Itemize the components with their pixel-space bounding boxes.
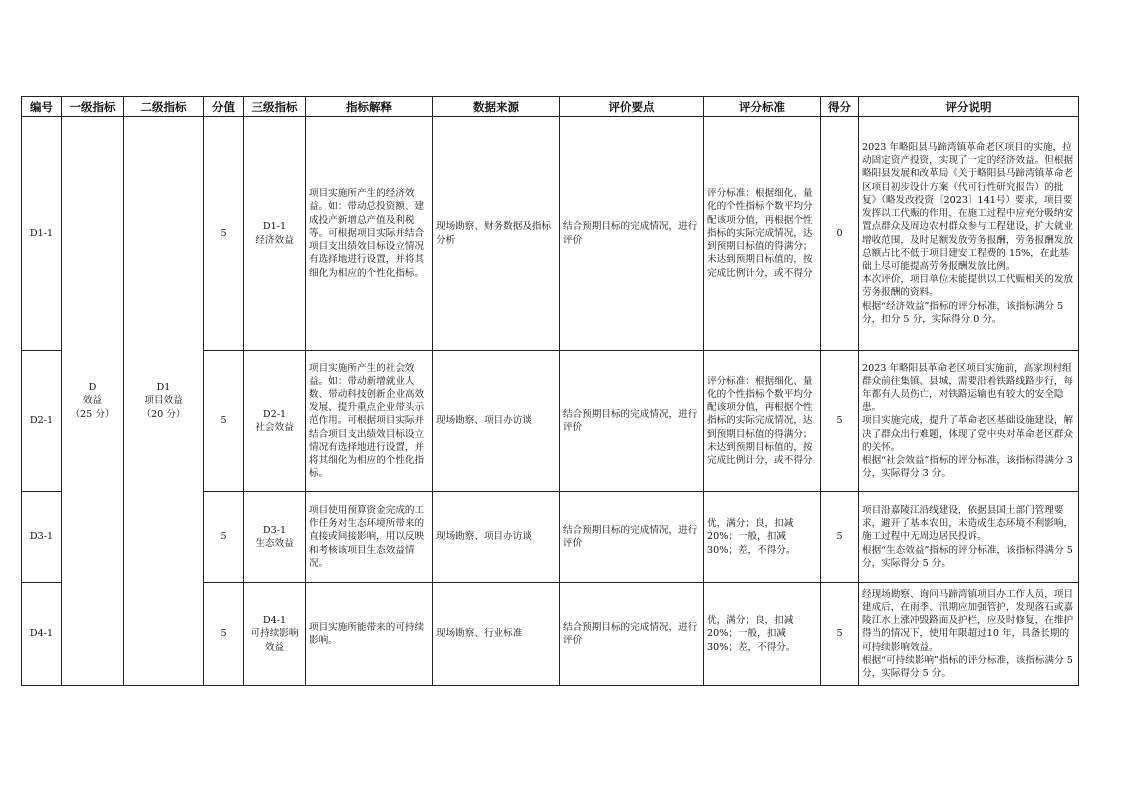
header-explanation: 指标解释 bbox=[306, 97, 433, 117]
standard-cell: 优，满分；良，扣减 20%；一般，扣减 30%；差，不得分。 bbox=[704, 583, 821, 686]
header-level3: 三级指标 bbox=[244, 97, 306, 117]
evaluation-table bbox=[21, 96, 1079, 686]
explanation-cell: 项目实施所产生的社会效益。如：带动新增就业人数、带动科技创新企业高效发展、提升重点企业带头示范作用。可根据项目实际并结合项目支出绩效目标设立情况有选择地进行设置，并将其细化为相应的个性化指标。 bbox=[306, 351, 433, 492]
row-id: D1-1 bbox=[22, 117, 62, 351]
header-score: 得分 bbox=[821, 97, 859, 117]
source-cell: 现场勘察、项目办访谈 bbox=[433, 492, 560, 583]
score-cell: 5 bbox=[821, 583, 859, 686]
key-points-cell: 结合预期目标的完成情况，进行评价 bbox=[560, 117, 704, 351]
key-points-cell: 结合预期目标的完成情况，进行评价 bbox=[560, 583, 704, 686]
key-points-cell: 结合预期目标的完成情况，进行评价 bbox=[560, 492, 704, 583]
score-value-cell: 5 bbox=[204, 117, 244, 351]
score-cell: 5 bbox=[821, 492, 859, 583]
source-cell: 现场勘察、财务数据及指标分析 bbox=[433, 117, 560, 351]
row-id: D3-1 bbox=[22, 492, 62, 583]
source-cell: 现场勘察、项目办访谈 bbox=[433, 351, 560, 492]
header-source: 数据来源 bbox=[433, 97, 560, 117]
header-key-points: 评价要点 bbox=[560, 97, 704, 117]
level3-cell: D3-1 生态效益 bbox=[244, 492, 306, 583]
explanation-cell: 项目实施所能带来的可持续影响。 bbox=[306, 583, 433, 686]
score-value-cell: 5 bbox=[204, 583, 244, 686]
remark-cell: 经现场勘察、询问马蹄湾镇项目办工作人员，项目建成后，在雨季、汛期应加强管护，发现落石或嘉陵江水上涨冲毁路面及护栏，应及时修复，在维护得当的情况下，使用年限超过10 年，具备长期的可持续影响效益。 根据“可持续影响”指标的评分标准，该指标满分 5 分，实际得分 5 分。 bbox=[859, 583, 1079, 686]
header-score-value: 分值 bbox=[204, 97, 244, 117]
level3-cell: D4-1 可持续影响 效益 bbox=[244, 583, 306, 686]
score-cell: 0 bbox=[821, 117, 859, 351]
level1-cell: D 效益 （25 分） bbox=[62, 117, 124, 686]
header-standard: 评分标准 bbox=[704, 97, 821, 117]
remark-cell: 2023 年略阳县革命老区项目实施前，高家坝村组群众前往集镇、县城，需要沿着铁路线路步行，每年都有人员伤亡，对铁路运输也有较大的安全隐患。 项目实施完成，提升了革命老区基础设施建设，解决了群众出行难题，体现了党中央对革命老区群众的关怀。 根据“社会效益”指标的评分标准，该指标得满分 3 分，实际得分 3 分。 bbox=[859, 351, 1079, 492]
explanation-cell: 项目使用预算资金完成的工作任务对生态环境所带来的直接或间接影响，用以反映和考核该项目生态效益情况。 bbox=[306, 492, 433, 583]
score-value-cell: 5 bbox=[204, 351, 244, 492]
remark-cell: 项目沿嘉陵江沿线建设，依据县国土部门管理要求，避开了基本农田，未造成生态环境不利影响，施工过程中无周边居民投诉。 根据“生态效益”指标的评分标准，该指标得满分 5 分，实际得分 5 分。 bbox=[859, 492, 1079, 583]
standard-cell: 评分标准：根据细化、量化的个性指标个数平均分配该项分值，再根据个性指标的实际完成情况，达到预期目标值的得满分；未达到预期目标值的，按完成比例计分，或不得分 bbox=[704, 117, 821, 351]
remark-cell: 2023 年略阳县马蹄湾镇革命老区项目的实施，拉动固定资产投资，实现了一定的经济效益。但根据略阳县发展和改革局《关于略阳县马蹄湾镇革命老区项目初步设计方案（代可行性研究报告）的批复》（略发改投资〔2023〕141号）要求，项目要发挥以工代赈的作用，在施工过程中应充分吸纳安置点群众及周边农村群众参与工程建设，扩大就业增收范围，及时足额发放劳务报酬，劳务报酬发放总额占比不低于项目建安工程费的 15%，在此基础上尽可能提高劳务报酬发放比例。 本次评价，项目单位未能提供以工代赈相关的发放劳务报酬的资料。 根据“经济效益”指标的评分标准，该指标满分 5 分，扣分 5 分，实际得分 0 分。 bbox=[859, 117, 1079, 351]
row-id: D4-1 bbox=[22, 583, 62, 686]
header-remark: 评分说明 bbox=[859, 97, 1079, 117]
standard-cell: 评分标准：根据细化、量化的个性指标个数平均分配该项分值，再根据个性指标的实际完成情况，达到预期目标值的得满分；未达到预期目标值的，按完成比例计分，或不得分 bbox=[704, 351, 821, 492]
level2-cell: D1 项目效益 （20 分） bbox=[124, 117, 204, 686]
level3-cell: D2-1 社会效益 bbox=[244, 351, 306, 492]
header-row bbox=[22, 97, 1079, 117]
score-cell: 5 bbox=[821, 351, 859, 492]
key-points-cell: 结合预期目标的完成情况，进行评价 bbox=[560, 351, 704, 492]
header-level2: 二级指标 bbox=[124, 97, 204, 117]
standard-cell: 优，满分；良，扣减 20%；一般，扣减 30%；差，不得分。 bbox=[704, 492, 821, 583]
level3-cell: D1-1 经济效益 bbox=[244, 117, 306, 351]
explanation-cell: 项目实施所产生的经济效益。如：带动总投资额、建成投产新增总产值及利税等。可根据项目实际并结合项目支出绩效目标设立情况有选择地进行设置，并将其细化为相应的个性化指标。 bbox=[306, 117, 433, 351]
table-row bbox=[22, 117, 1079, 351]
score-value-cell: 5 bbox=[204, 492, 244, 583]
header-id: 编号 bbox=[22, 97, 62, 117]
row-id: D2-1 bbox=[22, 351, 62, 492]
header-level1: 一级指标 bbox=[62, 97, 124, 117]
source-cell: 现场勘察、行业标准 bbox=[433, 583, 560, 686]
